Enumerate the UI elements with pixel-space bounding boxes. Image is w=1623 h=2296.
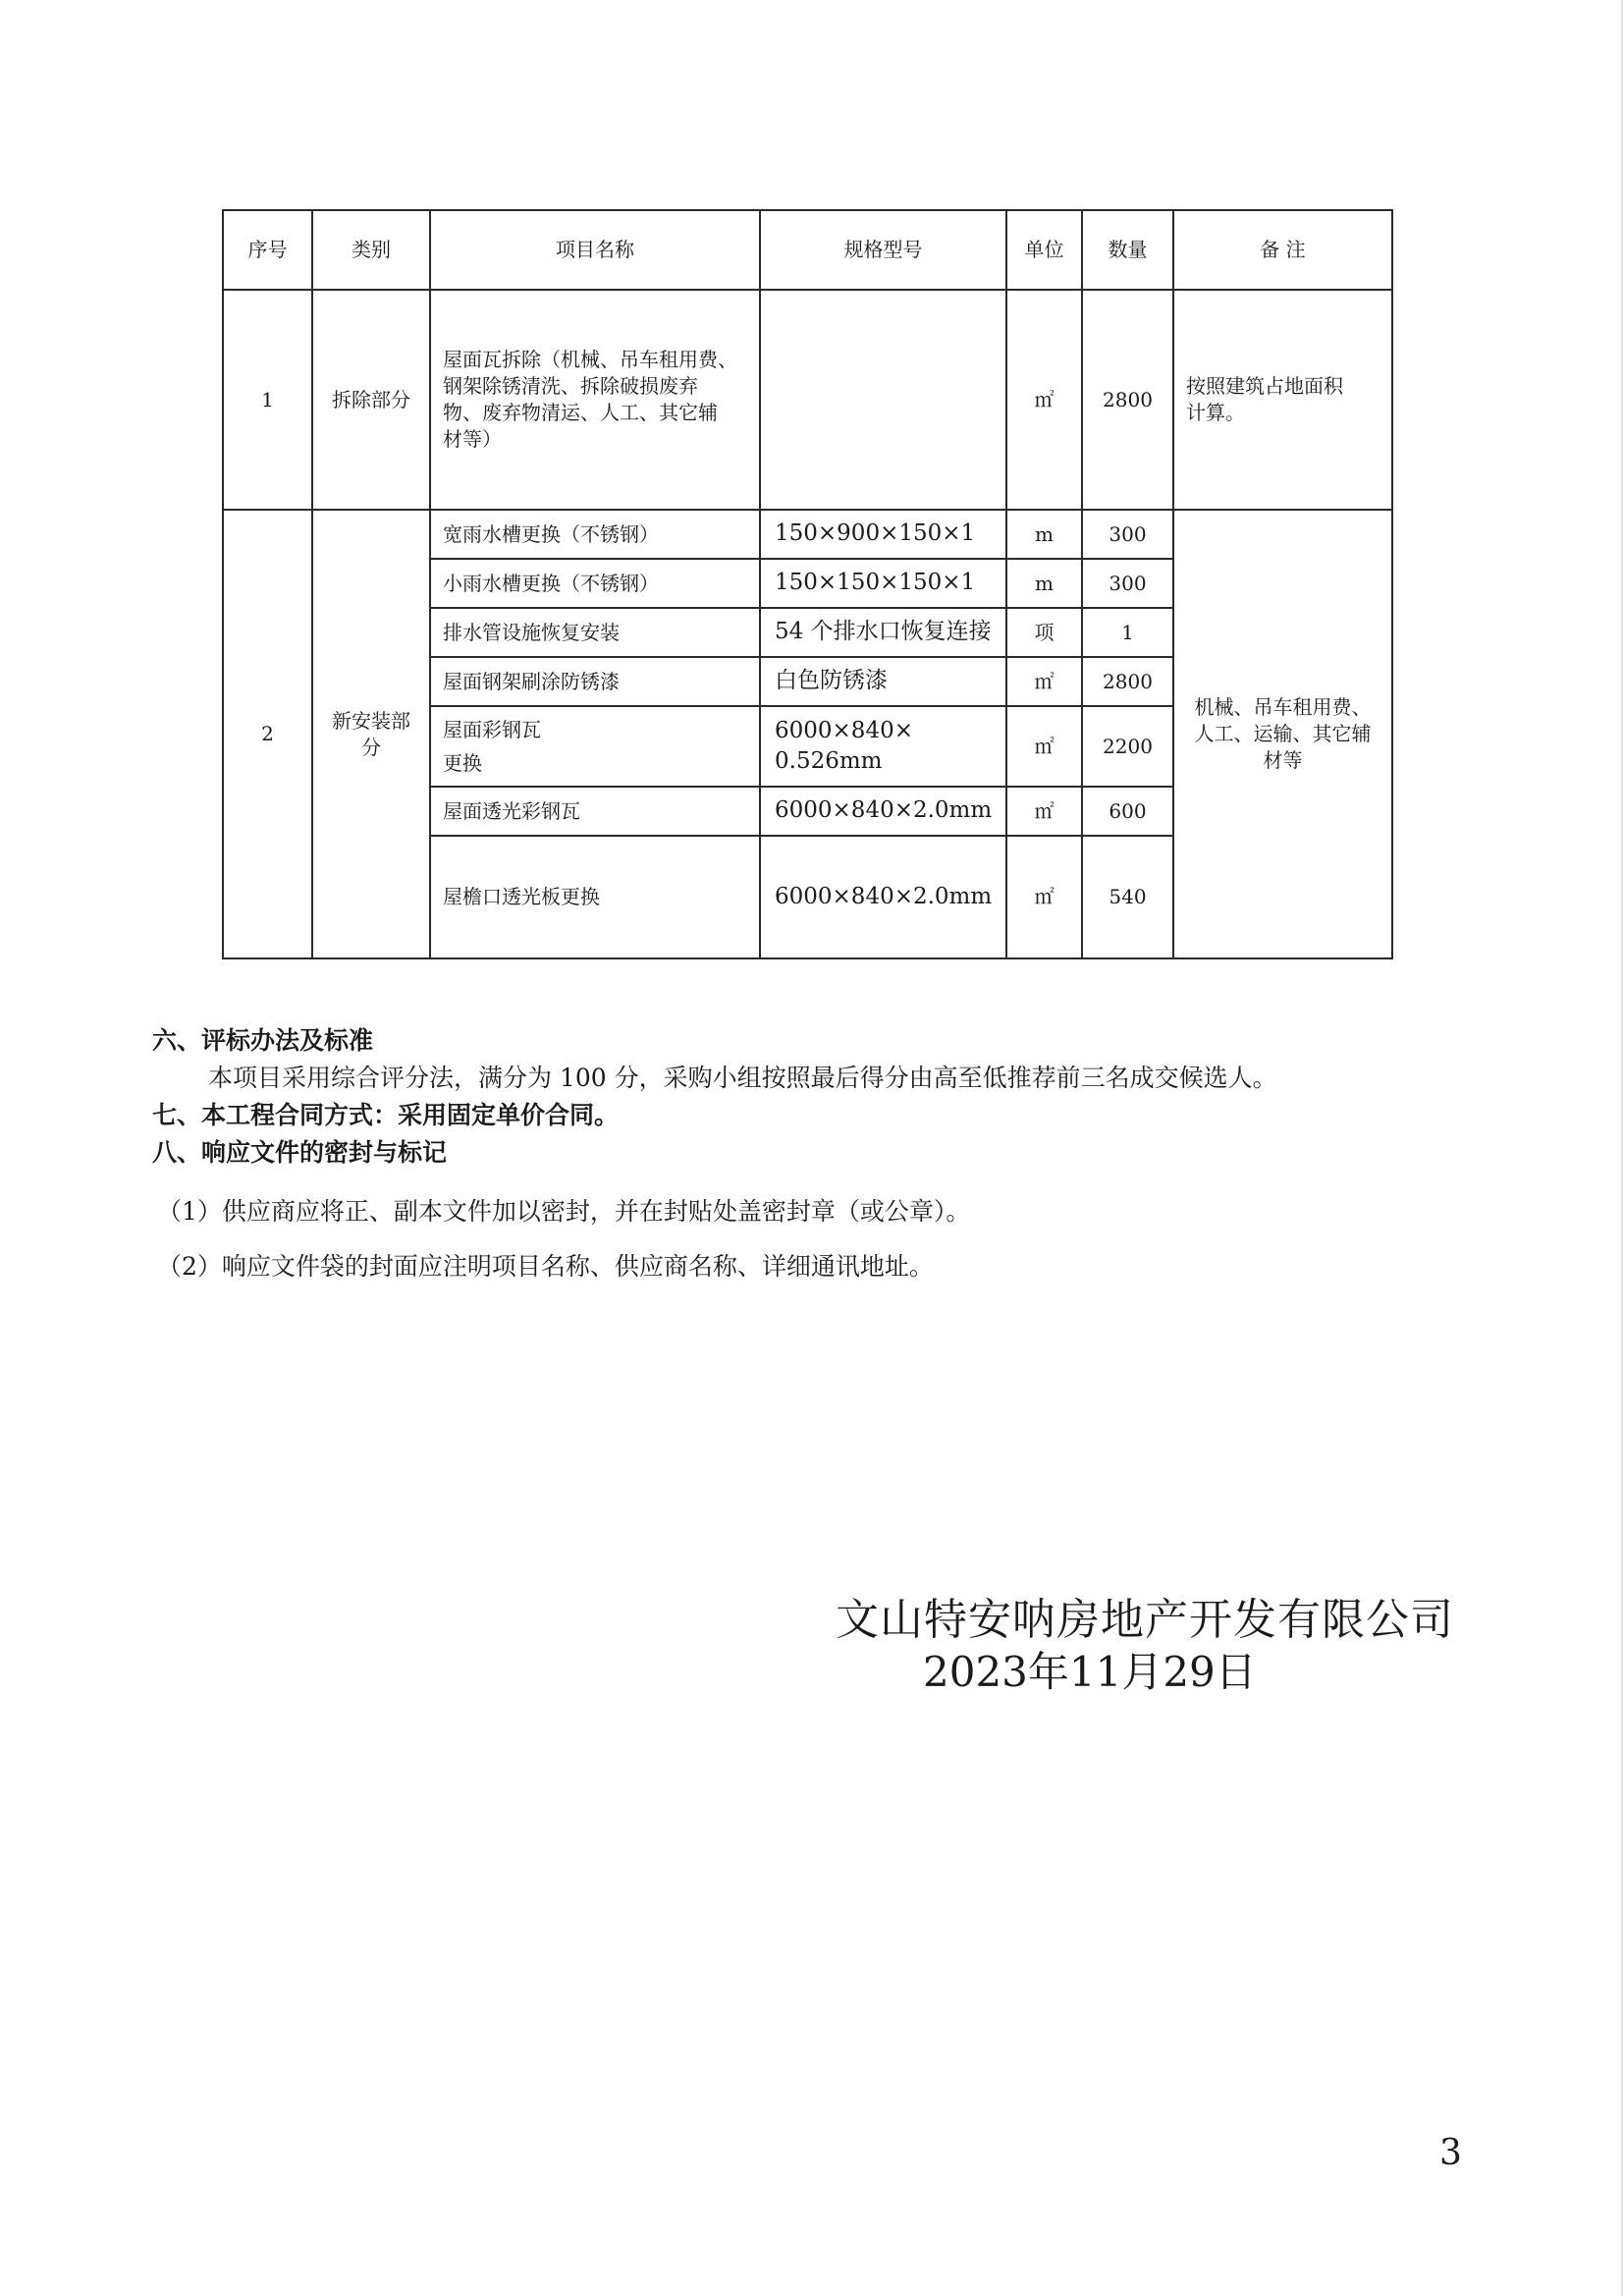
page-number: 3	[1439, 2133, 1462, 2173]
row2d-quantity: 2800	[1082, 657, 1173, 706]
section-7-title: 七、本工程合同方式：采用固定单价合同。	[152, 1101, 620, 1129]
row2-note: 机械、吊车租用费、 人工、运输、其它辅 材等	[1173, 510, 1392, 958]
row2f-unit: ㎡	[1006, 787, 1082, 836]
row2a-unit: m	[1006, 510, 1082, 559]
row2a-spec: 150×900×150×1	[760, 510, 1006, 559]
row2e-unit: ㎡	[1006, 706, 1082, 787]
header-spec: 规格型号	[760, 210, 1006, 290]
table-header-row	[223, 210, 1392, 290]
row2e-spec: 6000×840× 0.526mm	[760, 706, 1006, 787]
section-8-item-1: （1）供应商应将正、副本文件加以密封，并在封贴处盖密封章（或公章）。	[157, 1197, 971, 1226]
project-items-table	[222, 209, 1393, 959]
table-row	[223, 510, 1392, 559]
row2d-spec: 白色防锈漆	[760, 657, 1006, 706]
row2f-quantity: 600	[1082, 787, 1173, 836]
row1-unit: ㎡	[1006, 290, 1082, 510]
row1-quantity: 2800	[1082, 290, 1173, 510]
row2-no: 2	[223, 510, 312, 958]
row2f-spec: 6000×840×2.0mm	[760, 787, 1006, 836]
row2e-item-name: 屋面彩钢瓦 更换	[430, 706, 760, 787]
row2c-unit: 项	[1006, 608, 1082, 657]
section-6-body: 本项目采用综合评分法，满分为 100 分，采购小组按照最后得分由高至低推荐前三名成交候选人。	[208, 1064, 1277, 1092]
row2a-quantity: 300	[1082, 510, 1173, 559]
row2b-quantity: 300	[1082, 559, 1173, 608]
row1-item-name: 屋面瓦拆除（机械、吊车租用费、 钢架除锈清洗、拆除破损废弃 物、废弃物清运、人工、其它辅 材等）	[430, 290, 760, 510]
row2d-item-name: 屋面钢架刷涂防锈漆	[430, 657, 760, 706]
row2a-item-name: 宽雨水槽更换（不锈钢）	[430, 510, 760, 559]
row2e-quantity: 2200	[1082, 706, 1173, 787]
row2f-item-name: 屋面透光彩钢瓦	[430, 787, 760, 836]
row2b-spec: 150×150×150×1	[760, 559, 1006, 608]
row2g-quantity: 540	[1082, 836, 1173, 958]
header-note: 备 注	[1173, 210, 1392, 290]
header-no: 序号	[223, 210, 312, 290]
header-category: 类别	[312, 210, 430, 290]
row2g-spec: 6000×840×2.0mm	[760, 836, 1006, 958]
row2c-quantity: 1	[1082, 608, 1173, 657]
row2-category: 新安装部 分	[312, 510, 430, 958]
row1-spec	[760, 290, 1006, 510]
company-name: 文山特安呐房地产开发有限公司	[836, 1595, 1454, 1645]
row2c-item-name: 排水管设施恢复安装	[430, 608, 760, 657]
row2b-item-name: 小雨水槽更换（不锈钢）	[430, 559, 760, 608]
header-item-name: 项目名称	[430, 210, 760, 290]
header-unit: 单位	[1006, 210, 1082, 290]
row1-no: 1	[223, 290, 312, 510]
table-row	[223, 290, 1392, 510]
row2b-unit: m	[1006, 559, 1082, 608]
row2c-spec: 54 个排水口恢复连接	[760, 608, 1006, 657]
section-6-title: 六、评标办法及标准	[152, 1026, 374, 1055]
section-8-title: 八、响应文件的密封与标记	[152, 1138, 448, 1167]
row1-note: 按照建筑占地面积 计算。	[1173, 290, 1392, 510]
row1-category: 拆除部分	[312, 290, 430, 510]
issue-date: 2023年11月29日	[923, 1648, 1257, 1696]
row2g-unit: ㎡	[1006, 836, 1082, 958]
header-quantity: 数量	[1082, 210, 1173, 290]
row2g-item-name: 屋檐口透光板更换	[430, 836, 760, 958]
row2d-unit: ㎡	[1006, 657, 1082, 706]
section-8-item-2: （2）响应文件袋的封面应注明项目名称、供应商名称、详细通讯地址。	[157, 1252, 934, 1281]
